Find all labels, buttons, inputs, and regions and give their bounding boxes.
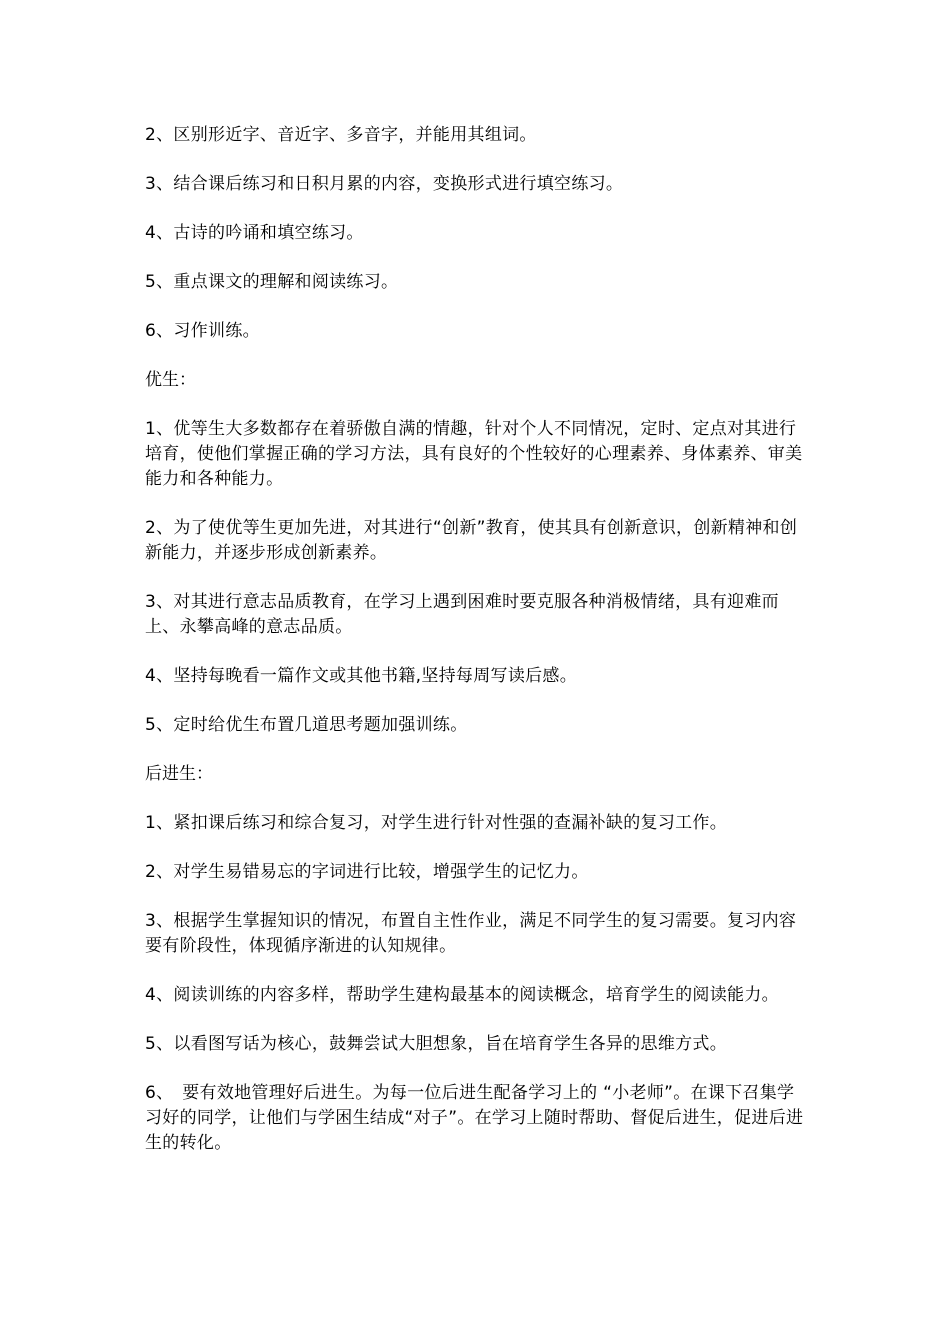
document-body <box>145 123 809 1180</box>
section-heading-struggling-students: 后进生： <box>145 764 213 784</box>
section-heading-excellent-students: 优生： <box>145 370 196 390</box>
list-item: 6、 要有效地管理好后进生。为每一位后进生配备学习上的 “小老师”。在课下召集学习好的同学，让他们与学困生结成“对子”。在学习上随时帮助、督促后进生，促进后进生的转化。 <box>145 1083 804 1153</box>
list-item: 6、习作训练。 <box>145 321 260 341</box>
list-item: 2、对学生易错易忘的字词进行比较，增强学生的记忆力。 <box>145 862 589 882</box>
list-item: 4、古诗的吟诵和填空练习。 <box>145 223 364 243</box>
list-item: 3、根据学生掌握知识的情况，布置自主性作业，满足不同学生的复习需要。复习内容要有阶段性，体现循序渐进的认知规律。 <box>145 911 797 956</box>
list-item: 1、紧扣课后练习和综合复习，对学生进行针对性强的查漏补缺的复习工作。 <box>145 813 728 833</box>
list-item: 1、优等生大多数都存在着骄傲自满的情趣，针对个人不同情况，定时、定点对其进行培育，使他们掌握正确的学习方法，具有良好的个性较好的心理素养、身体素养、审美能力和各种能力。 <box>145 419 803 489</box>
list-item: 2、区别形近字、音近字、多音字，并能用其组词。 <box>145 125 537 145</box>
list-item: 5、重点课文的理解和阅读练习。 <box>145 272 399 292</box>
list-item: 3、结合课后练习和日积月累的内容，变换形式进行填空练习。 <box>145 174 624 194</box>
list-item: 3、对其进行意志品质教育，在学习上遇到困难时要克服各种消极情绪，具有迎难而上、永攀高峰的意志品质。 <box>145 592 779 637</box>
list-item: 4、阅读训练的内容多样，帮助学生建构最基本的阅读概念，培育学生的阅读能力。 <box>145 985 779 1005</box>
list-item: 4、坚持每晚看一篇作文或其他书籍,坚持每周写读后感。 <box>145 666 578 686</box>
list-item: 5、以看图写话为核心，鼓舞尝试大胆想象，旨在培育学生各异的思维方式。 <box>145 1034 728 1054</box>
list-item: 2、为了使优等生更加先进，对其进行“创新”教育，使其具有创新意识，创新精神和创新能力，并逐步形成创新素养。 <box>145 518 798 563</box>
list-item: 5、定时给优生布置几道思考题加强训练。 <box>145 715 468 735</box>
